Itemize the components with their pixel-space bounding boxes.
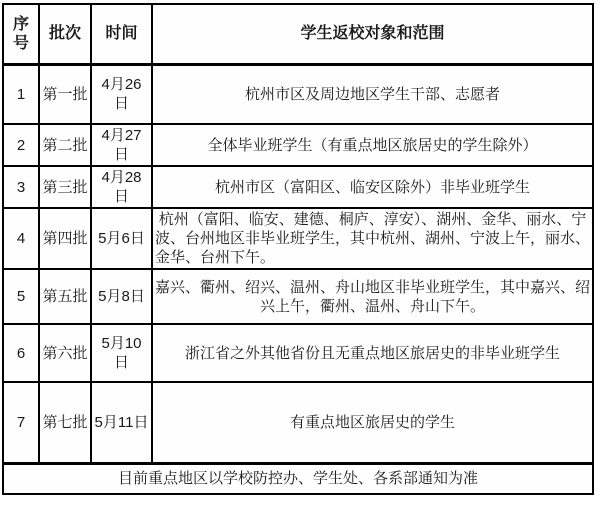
col-header-scope: 学生返校对象和范围 [152, 4, 593, 64]
cell-serial: 1 [3, 64, 39, 124]
cell-batch: 第六批 [39, 324, 91, 382]
table-row [3, 64, 593, 124]
table-row [3, 124, 593, 166]
header-row [3, 4, 593, 64]
table-row [3, 269, 593, 324]
col-header-time: 时间 [91, 4, 152, 64]
cell-batch: 第一批 [39, 64, 91, 124]
cell-scope: 有重点地区旅居史的学生 [152, 382, 593, 463]
cell-scope: 杭州（富阳、临安、建德、桐庐、淳安）、湖州、金华、丽水、宁波、台州地区非毕业班学生，其中杭州、湖州、宁波上午，丽水、金华、台州下午。 [152, 208, 593, 269]
cell-batch: 第四批 [39, 208, 91, 269]
col-header-batch: 批次 [39, 4, 91, 64]
student-return-schedule-table [2, 3, 594, 495]
cell-batch: 第三批 [39, 166, 91, 208]
cell-serial: 4 [3, 208, 39, 269]
footer-note-row [3, 463, 593, 494]
table-row [3, 208, 593, 269]
cell-serial: 7 [3, 382, 39, 463]
cell-scope: 杭州市区（富阳区、临安区除外）非毕业班学生 [152, 166, 593, 208]
cell-time: 5月10日 [91, 324, 152, 382]
cell-time: 4月28日 [91, 166, 152, 208]
cell-time: 5月11日 [91, 382, 152, 463]
cell-time: 5月6日 [91, 208, 152, 269]
cell-scope: 浙江省之外其他省份且无重点地区旅居史的非毕业班学生 [152, 324, 593, 382]
cell-time: 4月27日 [91, 124, 152, 166]
table-row [3, 324, 593, 382]
col-header-serial: 序号 [3, 4, 39, 64]
cell-scope: 全体毕业班学生（有重点地区旅居史的学生除外） [152, 124, 593, 166]
cell-time: 5月8日 [91, 269, 152, 324]
cell-serial: 6 [3, 324, 39, 382]
cell-batch: 第五批 [39, 269, 91, 324]
cell-scope: 嘉兴、衢州、绍兴、温州、舟山地区非毕业班学生，其中嘉兴、绍兴上午，衢州、温州、舟山下午。 [152, 269, 593, 324]
cell-serial: 2 [3, 124, 39, 166]
cell-serial: 5 [3, 269, 39, 324]
table-row [3, 166, 593, 208]
table-row [3, 382, 593, 463]
cell-batch: 第七批 [39, 382, 91, 463]
cell-scope: 杭州市区及周边地区学生干部、志愿者 [152, 64, 593, 124]
cell-batch: 第二批 [39, 124, 91, 166]
footer-note: 目前重点地区以学校防控办、学生处、各系部通知为准 [3, 463, 593, 494]
cell-time: 4月26日 [91, 64, 152, 124]
cell-serial: 3 [3, 166, 39, 208]
